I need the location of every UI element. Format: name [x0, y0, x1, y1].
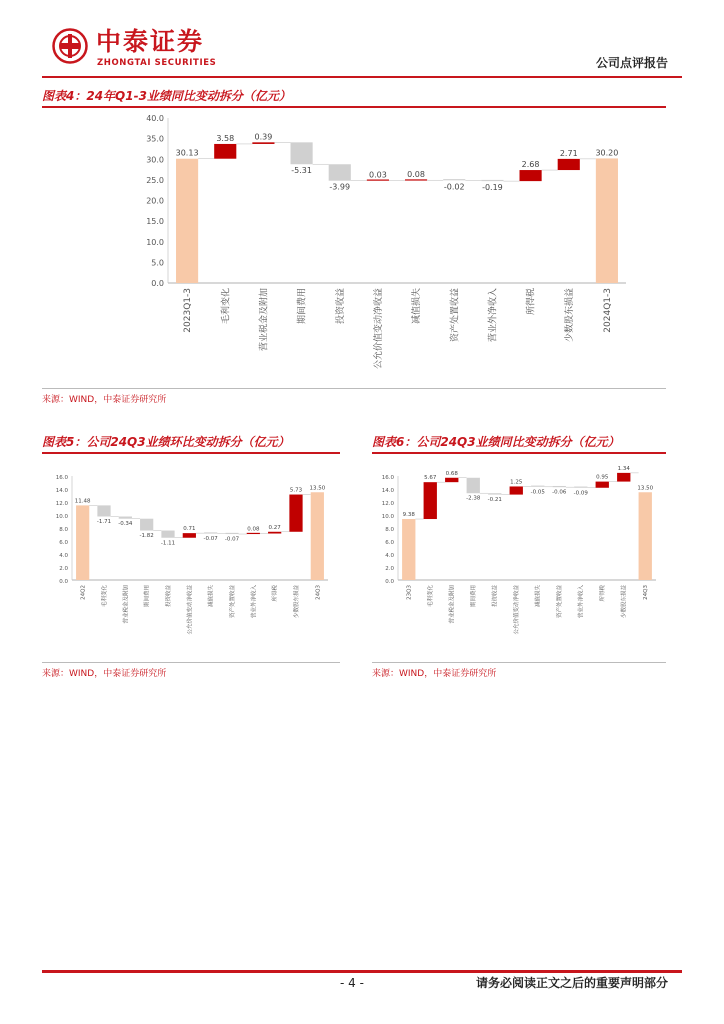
y-tick-label: 0.0 [59, 579, 68, 585]
footer-rule [42, 970, 682, 973]
category-label: 减值损失 [412, 288, 423, 325]
category-label: 毛利变化 [221, 288, 232, 325]
data-label: 0.03 [369, 170, 387, 180]
waterfall-bar [405, 179, 427, 180]
data-label: -0.07 [203, 536, 218, 543]
y-tick-label: 8.0 [59, 527, 68, 533]
category-label: 所得税 [526, 288, 537, 316]
y-tick-label: 35.0 [146, 134, 164, 144]
data-label: 0.39 [254, 132, 273, 142]
waterfall-bar [225, 533, 238, 534]
waterfall-bar [424, 482, 437, 519]
waterfall-bar [558, 159, 580, 170]
y-tick-label: 2.0 [385, 566, 394, 572]
page-header [0, 0, 724, 80]
y-tick-label: 0.0 [385, 579, 394, 585]
category-label: 减值损失 [208, 585, 215, 608]
waterfall-bar [367, 180, 389, 181]
waterfall-bar [443, 179, 465, 180]
category-label: 24Q3 [315, 585, 322, 600]
data-label: -1.71 [96, 518, 112, 525]
figure-4-waterfall-chart [42, 110, 666, 388]
y-tick-label: 16.0 [55, 475, 68, 481]
category-label: 投资收益 [335, 288, 346, 325]
category-label: 营业外净收入 [578, 585, 585, 619]
waterfall-bar [183, 533, 196, 538]
waterfall-bar [467, 478, 480, 493]
data-label: -5.31 [291, 166, 312, 176]
category-label: 毛利变化 [428, 585, 435, 608]
waterfall-bar [268, 532, 281, 534]
y-tick-label: 4.0 [59, 553, 68, 559]
category-label: 24Q3 [643, 585, 650, 600]
waterfall-bar [97, 505, 110, 516]
waterfall-bar [311, 492, 324, 580]
data-label: 0.95 [596, 474, 609, 481]
category-label: 投资收益 [492, 585, 499, 608]
y-tick-label: 4.0 [385, 553, 394, 559]
category-label: 少数股东损益 [293, 585, 300, 619]
category-label: 资产处置收益 [557, 585, 564, 619]
data-label: 11.48 [74, 498, 91, 505]
data-label: 0.27 [268, 524, 281, 531]
waterfall-bar [445, 478, 458, 482]
y-tick-label: 16.0 [381, 475, 394, 481]
waterfall-bar [481, 180, 503, 181]
waterfall-bar [247, 533, 260, 534]
y-tick-label: 10.0 [55, 514, 68, 520]
data-label: -3.99 [329, 182, 351, 192]
data-label: 0.68 [445, 470, 458, 477]
category-label: 营业外净收入 [251, 585, 258, 619]
category-label: 2023Q1-3 [183, 288, 194, 333]
category-label: 期间费用 [144, 585, 151, 608]
figure-4-title: 图表4：24年Q1-3业绩同比变动拆分（亿元） [42, 88, 666, 108]
figure-6-source: 来源：WIND，中泰证券研究所 [372, 662, 666, 679]
data-label: -0.21 [487, 497, 502, 504]
category-label: 23Q3 [406, 585, 413, 600]
data-label: 0.08 [407, 170, 425, 180]
data-label: 30.13 [175, 148, 199, 158]
waterfall-bar [639, 492, 652, 580]
data-label: -0.02 [443, 182, 465, 192]
waterfall-bar [140, 519, 153, 531]
y-tick-label: 25.0 [146, 175, 164, 185]
y-tick-label: 6.0 [59, 540, 68, 546]
waterfall-bar [204, 532, 217, 533]
data-label: -0.34 [118, 521, 133, 528]
data-label: 5.67 [424, 475, 437, 482]
waterfall-bar [520, 170, 542, 181]
category-label: 投资收益 [165, 585, 172, 608]
figure-5-title: 图表5：公司24Q3业绩环比变动拆分（亿元） [42, 434, 340, 454]
data-label: 0.71 [183, 526, 196, 533]
waterfall-bar [291, 142, 313, 164]
data-label: 2.71 [559, 148, 578, 158]
waterfall-bar [488, 493, 501, 494]
footer-disclaimer: 请务必阅读正文之后的重要声明部分 [475, 976, 668, 990]
y-tick-label: 14.0 [55, 488, 68, 494]
data-label: -0.19 [482, 183, 503, 193]
y-tick-label: 8.0 [385, 527, 394, 533]
waterfall-bar [214, 144, 236, 159]
data-label: -0.06 [552, 489, 567, 496]
category-label: 毛利变化 [101, 585, 108, 608]
figure-4-source: 来源：WIND，中泰证券研究所 [42, 388, 666, 405]
y-tick-label: 6.0 [385, 540, 394, 546]
data-label: 5.73 [289, 487, 303, 494]
figure-6-waterfall-chart [372, 456, 666, 660]
waterfall-bar [596, 482, 609, 488]
y-tick-label: 15.0 [146, 217, 164, 227]
y-tick-label: 30.0 [146, 155, 164, 165]
zhongtai-logo-icon [52, 28, 88, 64]
data-label: -0.05 [530, 489, 545, 496]
category-label: 营业外净收入 [488, 288, 499, 343]
category-label: 资产处置收益 [450, 288, 461, 343]
category-label: 期间费用 [297, 288, 308, 325]
y-tick-label: 10.0 [381, 514, 394, 520]
category-label: 所得税 [600, 585, 607, 602]
waterfall-bar [119, 516, 132, 518]
waterfall-bar [531, 486, 544, 487]
y-tick-label: 12.0 [381, 501, 394, 507]
data-label: -0.07 [224, 536, 240, 543]
waterfall-bar [574, 487, 587, 488]
category-label: 减值损失 [535, 585, 542, 608]
data-label: -0.09 [573, 490, 588, 497]
data-label: 13.50 [309, 485, 326, 492]
y-tick-label: 0.0 [151, 279, 164, 288]
waterfall-bar [252, 142, 274, 144]
data-label: 0.08 [247, 526, 260, 533]
waterfall-bar [329, 164, 351, 180]
category-label: 24Q2 [80, 585, 87, 600]
data-label: -1.11 [160, 540, 176, 547]
y-tick-label: 40.0 [146, 114, 164, 123]
y-tick-label: 2.0 [59, 566, 68, 572]
figure-6-title: 图表6：公司24Q3业绩同比变动拆分（亿元） [372, 434, 666, 454]
category-label: 公允价值变动净收益 [187, 585, 194, 635]
data-label: 9.38 [402, 512, 415, 519]
y-tick-label: 14.0 [381, 488, 394, 494]
category-label: 少数股东损益 [621, 585, 628, 619]
waterfall-bar [289, 495, 302, 532]
figure-5-source: 来源：WIND，中泰证券研究所 [42, 662, 340, 679]
waterfall-bar [553, 486, 566, 487]
y-tick-label: 10.0 [146, 237, 164, 247]
category-label: 资产处置收益 [229, 585, 236, 619]
category-label: 公允价值变动净收益 [514, 585, 521, 635]
doc-type-label: 公司点评报告 [595, 56, 668, 70]
page-number: - 4 - [340, 976, 364, 990]
category-label: 公允价值变动净收益 [374, 288, 385, 370]
data-label: 1.34 [617, 465, 630, 472]
brand-name-cn: 中泰证券 [96, 27, 205, 56]
category-label: 营业税金及附加 [123, 585, 130, 624]
y-tick-label: 5.0 [151, 258, 164, 268]
category-label: 少数股东损益 [564, 288, 575, 343]
data-label: 3.58 [216, 133, 235, 143]
data-label: -2.38 [466, 495, 481, 502]
waterfall-bar [510, 486, 523, 494]
data-label: -1.82 [139, 533, 154, 540]
y-tick-label: 12.0 [55, 501, 68, 507]
header-rule [42, 76, 682, 78]
category-label: 期间费用 [471, 585, 478, 608]
waterfall-bar [402, 519, 415, 580]
figure-5-waterfall-chart [42, 456, 340, 660]
data-label: 30.20 [595, 148, 619, 158]
category-label: 营业税金及附加 [449, 585, 456, 624]
category-label: 营业税金及附加 [259, 288, 270, 352]
data-label: 2.68 [521, 160, 540, 170]
waterfall-bar [617, 473, 630, 482]
data-label: 1.25 [510, 479, 523, 486]
waterfall-bar [161, 531, 174, 538]
waterfall-bar [76, 505, 89, 580]
waterfall-bar [176, 159, 198, 283]
category-label: 2024Q1-3 [603, 288, 614, 333]
data-label: 13.50 [637, 485, 654, 492]
waterfall-bar [596, 158, 618, 283]
category-label: 所得税 [272, 585, 279, 602]
y-tick-label: 20.0 [146, 196, 164, 206]
brand-name-en: ZHONGTAI SECURITIES [97, 58, 217, 68]
